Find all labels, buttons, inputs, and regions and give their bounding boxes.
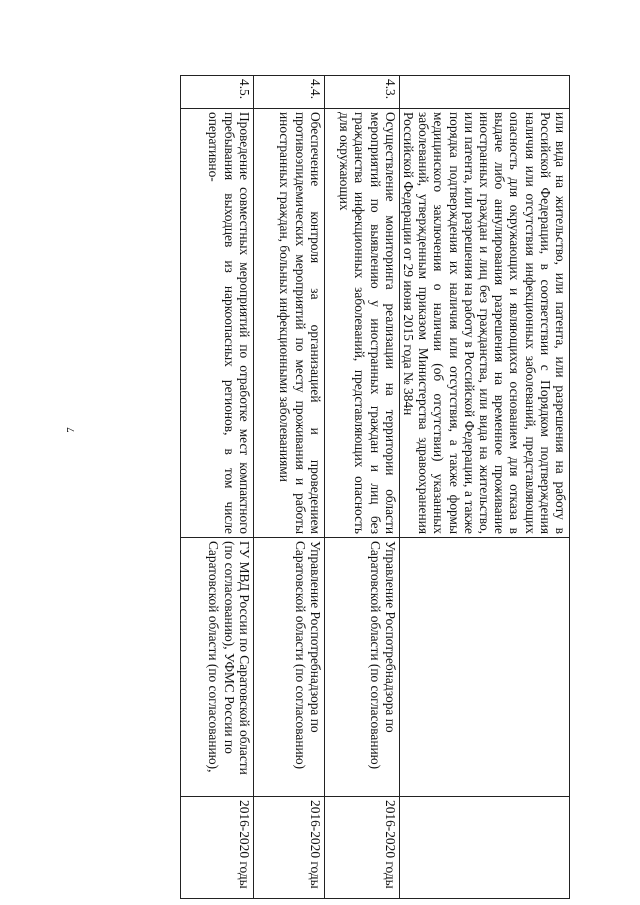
responsible-cell bbox=[399, 538, 569, 797]
number-cell: 4.4. bbox=[253, 76, 324, 109]
description-cell: или вида на жительство, или патента, или разрешения на работу в Российской Федерации, в соответствии с Порядком подтверждения наличия или отсутствия инфекционных заболеваний, представляющих опасность для окружающих и являющихся основанием для отказа в выдаче либо аннулирования разрешения на временное проживание иностранных граждан и лиц без гражданства, или вида на жительство, или патента, или разрешения на работу в Российской Федерации, а также порядка подтверждения их наличия или отсутствия, а также формы медицинского заключения о наличии (об отсутствии) указанных заболеваний, утвержденным приказом Министерства здравоохранения Российской Федерации от 29 июня 2015 года № 384н bbox=[399, 109, 569, 538]
term-cell: 2016-2020 годы bbox=[324, 797, 399, 899]
description-cell: Осуществление мониторинга реализации на территории области мероприятий по выявлению у иностранных граждан и лиц без гражданства инфекционных заболеваний, представляющих опасность для окружающих bbox=[324, 109, 399, 538]
table-row bbox=[180, 76, 253, 899]
responsible-cell: Управление Роспотребнадзора по Саратовской области (по согласованию) bbox=[324, 538, 399, 797]
description-cell: Обеспечение контроля за организацией и проведением противоэпидемических мероприятий по месту проживания и работы иностранных граждан, больных инфекционными заболеваниями bbox=[253, 109, 324, 538]
term-cell: 2016-2020 годы bbox=[253, 797, 324, 899]
table-row bbox=[399, 76, 569, 899]
description-cell: Проведение совместных мероприятий по отработке мест компактного пребывания выходцев из наркоопасных регионов, в том числе оперативно- bbox=[180, 109, 253, 538]
term-cell: 2016-2020 годы bbox=[180, 797, 253, 899]
measures-table bbox=[180, 75, 570, 899]
number-cell: 4.5. bbox=[180, 76, 253, 109]
responsible-cell: Управление Роспотребнадзора по Саратовской области (по согласованию) bbox=[253, 538, 324, 797]
number-cell: 4.3. bbox=[324, 76, 399, 109]
table-row bbox=[253, 76, 324, 899]
number-cell bbox=[399, 76, 569, 109]
page-number: 7 bbox=[64, 427, 77, 433]
term-cell bbox=[399, 797, 569, 899]
measures-table-rotated bbox=[100, 75, 570, 889]
table-row bbox=[324, 76, 399, 899]
responsible-cell: ГУ МВД России по Саратовской области (по согласованию), УФМС России по Саратовской области (по согласованию), bbox=[180, 538, 253, 797]
